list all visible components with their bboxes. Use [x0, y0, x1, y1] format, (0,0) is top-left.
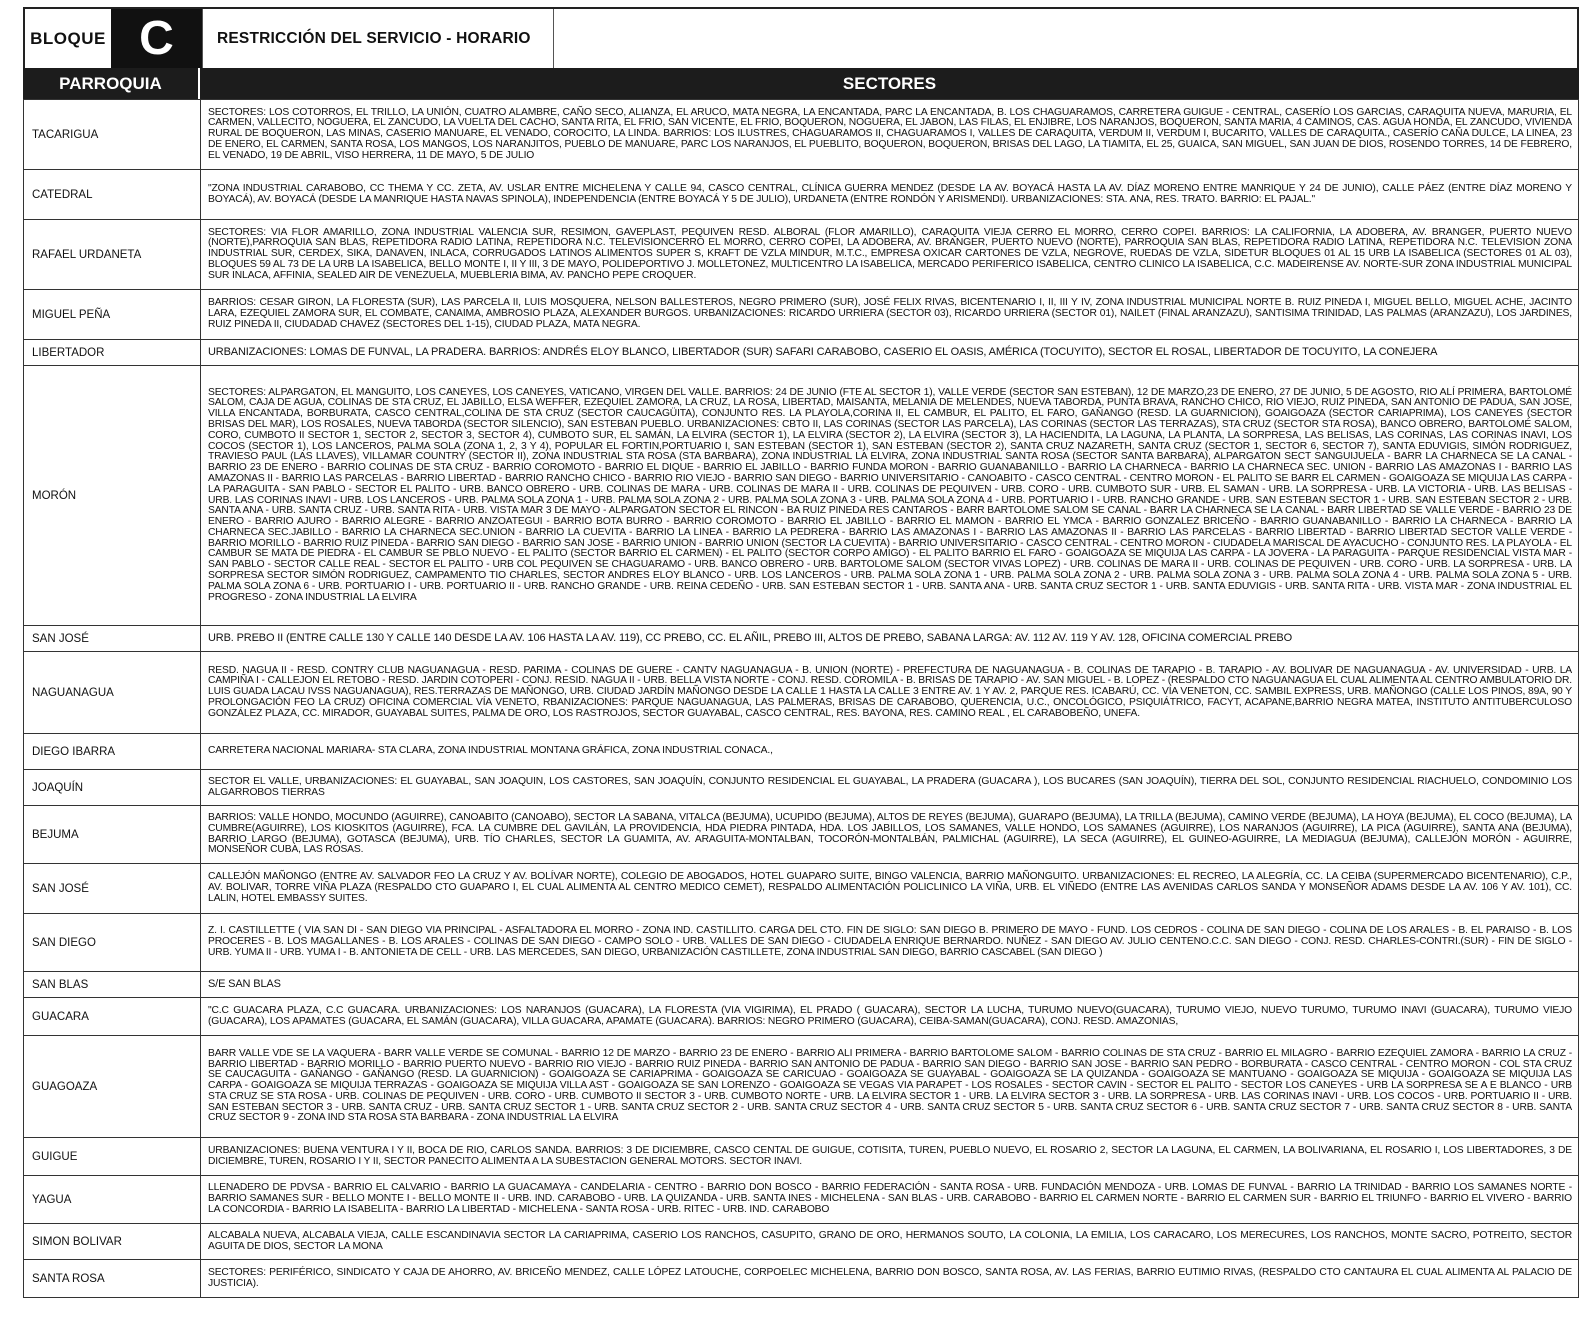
table-row — [24, 1224, 1579, 1260]
parroquia-cell: SAN JOSÉ — [24, 864, 201, 914]
header-blank-cell — [554, 9, 1577, 68]
parroquia-cell: MORÓN — [24, 366, 201, 626]
sectores-cell: Z. I. CASTILLETTE ( VIA SAN DI - SAN DIEGO VIA PRINCIPAL - ASFALTADORA EL MORRO - ZONA IND. CASTILLITO. CARGA DEL CTO. FIN DE SIGLO: SAN DIEGO B. PRIMERO DE MAYO - FUND. LOS CEDROS - COLINA DE SAN DIEGO - COLINA DE LOS ARALES - B. EL PARAISO - B. LOS PROCERES - B. LOS MAGALLANES - B. LOS ARALES - COLINAS DE SAN DIEGO - CAMPO SOLO - URB. VALLES DE SAN DIEGO - CIUDADELA ENRIQUE BERNARDO. NUÑEZ - SAN DIEGO AV. JULIO CENTENO.C.C. SAN DIEGO - CONJ. RESD. CHARLES-CONTRI.(SUR) - FIN DE SIGLO - URB. YUMA II - URB. YUMA I - B. ANTONIETA DE CELL - URB. LAS MERCEDES, SAN DIEGO, URBANIZACIÓN CASTILLETE, ZONA INDUSTRIAL SAN DIEGO, BARRIO CASCABEL (SAN DIEGO ) — [201, 914, 1579, 972]
parroquia-cell: MIGUEL PEÑA — [24, 290, 201, 340]
sectores-cell: URBANIZACIONES: LOMAS DE FUNVAL, LA PRADERA. BARRIOS: ANDRÉS ELOY BLANCO, LIBERTADOR (SUR) SAFARI CARABOBO, CASERIO EL OASIS, AMÉRICA (TOCUYITO), SECTOR EL ROSAL, LIBERTADOR DE TOCUYITO, LA CONEJERA — [201, 340, 1579, 366]
parroquia-cell: LIBERTADOR — [24, 340, 201, 366]
parroquia-cell: GUIGUE — [24, 1138, 201, 1176]
column-header-parroquia: PARROQUIA — [23, 68, 200, 99]
sectores-cell: RESD. NAGUA II - RESD. CONTRY CLUB NAGUANAGUA - RESD. PARIMA - COLINAS DE GUERE - CANTV NAGUANAGUA - B. UNION (NORTE) - PREFECTURA DE NAGUANAGUA - B. COLINAS DE TARAPIO - B. TARAPIO - AV. BOLIVAR DE NAGUANAGUA - AV. UNIVERSIDAD - URB. LA CAMPIÑA I - CALLEJON EL RETOBO - RESD. JARDIN COTOPERI - CONJ. RESID. NAGUA II - URB. BELLA VISTA NORTE - CONJ. RESD. COROMILA - B. BRISAS DE TARAPIO - AV. SAN MIGUEL - B. LOPEZ - (RESPALDO CTO NAGUANAGUA EL CUAL ALIMENTA AL CENTRO AMBULATORIO DR. LUIS GUADA LACAU IVSS NAGUANAGUA), RES.TERRAZAS DE MAÑONGO, URB. CIUDAD JARDÍN MAÑONGO DESDE LA CALLE 1 HASTA LA CALLE 3 ENTRE AV. 1 Y AV. 2, PARQUE RES. ICABARÚ, CC. VÍA VENETON, CC. SAMBIL EXPRESS, URB. MAÑONGO (CALLE LOS PINOS, 89A, 90 Y PROLONGACIÓN FEO LA CRUZ) OFICINA COMERCIAL VÍA VENETO, RBANIZACIONES: PARQUE NAGUANAGUA, LAS PALMERAS, BRISAS DE CARABOBO, QUERENCIA, U.C., ONCOLÓGICO, PSIQUIÁTRICO, FACYT, ACAPANE,BARRIO NEGRA MATEA, INSTITUTO ANTITUBERCULOSO GONZÁLEZ PLAZA, CC. MIRADOR, GUAYABAL SUITES, PALMA DE ORO, LOS RASTROJOS, SECTOR GUAYABAL, CASCO CENTRAL, RES. BAYONA, RES. CAMINO REAL , EL CARABOBEÑO, UNEFA. — [201, 652, 1579, 734]
table-row — [24, 220, 1579, 290]
parroquia-cell: GUACARA — [24, 998, 201, 1036]
sheet-title: RESTRICCIÓN DEL SERVICIO - HORARIO — [202, 9, 554, 68]
sectores-cell: URB. PREBO II (ENTRE CALLE 130 Y CALLE 140 DESDE LA AV. 106 HASTA LA AV. 119), CC PREBO, CC. EL AÑIL, PREBO III, ALTOS DE PREBO, SABANA LARGA: AV. 112 AV. 119 Y AV. 128, OFICINA COMERCIAL PREBO — [201, 626, 1579, 652]
parroquia-cell: SANTA ROSA — [24, 1260, 201, 1298]
sectores-cell: SECTORES: ALPARGATON, EL MANGUITO, LOS CANEYES, LOS CANEYES, VATICANO, VIRGEN DEL VALLE. BARRIOS: 24 DE JUNIO (FTE AL SECTOR 1), VALLE VERDE (SECTOR SAN ESTEBAN), 12 DE MARZO,23 DE ENERO, 27 DE JUNIO, 5 DE AGOSTO, RIO ALÍ PRIMERA, BARTOLOMÉ SALOM, CAJA DE AGUA, COLINAS DE STA CRUZ, EL JABILLO, ELSA WEFFER, EZEQUIEL ZAMORA, LA CRUZ, LA ROSA, LIBERTAD, MAISANTA, MELANIA DE MELENDES, NUEVA TABORDA, PUNTA BRAVA, RANCHO CHICO, RIO VIEJO, RUIZ PINEDA, SAN ANTONIO DE PADUA, SAN JOSE, VILLA ENCANTADA, BORBURATA, CASCO CENTRAL,COLINA DE STA CRUZ (SECTOR CAUCAGÜITA), CONJUNTO RES. LA PLAYOLA,CORINA II, EL CAMBUR, EL PALITO, EL FARO, GAÑANGO (RESD. LA GUARNICION), GOAIGOAZA (SECTOR CARIAPRIMA), LOS CANEYES (SECTOR BRISAS DEL MAR), LOS ROSALES, NUEVA TABORDA (SECTOR SILENCIO), SAN ESTEBAN PUEBLO. URBANIZACIONES: CBTO II, LAS CORINAS (SECTOR LAS PARCELA), LAS CORINAS (SECTOR LAS TERRAZAS), STA CRUZ (SECTOR STA ROSA), BANCO OBRERO, BARTOLOMÉ SALOM, CORO, CUMBOTO II SECTOR 1, SECTOR 2, SECTOR 3, SECTOR 4), CUMBOTO SUR, EL SAMÁN, LA ELVIRA (SECTOR 1), LA ELVIRA (SECTOR 2), LA ELVIRA (SECTOR 3), LA HACIENDITA, LA LAGUNA, LA PLANTA, LA SORPRESA, LAS BELISAS, LAS CORINAS, LAS CORINAS INAVI, LOS COCOS (SECTOR 1), LOS LANCEROS, PALMA SOLA (ZONA 1, 2, 3 Y 4), POPULAR EL FORTIN,PORTUARIO I, SAN ESTEBAN (SECTOR 1), SAN ESTEBAN (SECTOR 2), SANTA CRUZ NAZARETH, SANTA CRUZ (SECTOR 1, SECTOR 6, SECTOR 7), SANTA EDUVIGIS, SIMÓN RODRIGUEZ, TRAVIESO PAUL (LAS LLAVES), VILLAMAR COUNTRY (SECTOR II), ZONA INDUSTRIAL STA ROSA (STA BARBARA), ZONA INDUSTRIAL LA ELVIRA, ZONA INDUSTRIAL SANTA ROSA (SECTOR SANTA BARBARA), ALPARGATON SECT SANGUIJUELA - BARR LA CHARNECA SE LA CANAL - BARRIO 23 DE ENERO - BARRIO COLINAS DE STA CRUZ - BARRIO COROMOTO - BARRIO EL DIQUE - BARRIO EL JABILLO - BARRIO FUNDA MORON - BARRIO GUANABANILLO - BARRIO LA CHARNECA - BARRIO LA CHARNECA SEC. UNION - BARRIO LAS AMAZONAS I - BARRIO LAS AMAZONAS II - BARRIO LAS PARCELAS - BARRIO LIBERTAD - BARRIO RANCHO CHICO - BARRIO RIO VIEJO - BARRIO SAN DIEGO - BARRIO UNIVERSITARIO - CANOABITO - CASCO CENTRAL - CENTRO MORON - EL PALITO SE BARR EL CARMEN - GOAIGOAZA SE MIQUIJA LAS CARPA - LA PARAGUITA - SAN PABLO - SECTOR EL PALITO - URB. BANCO OBRERO - URB. COLINAS DE MARA - URB. COLINAS DE MARA II - URB. COLINAS DE PEQUIVEN - URB. CORO - URB. CUMBOTO SUR - URB. EL SAMAN - URB. LA SORPRESA - URB. LA VICTORIA - URB. LAS BELISAS - URB. LAS CORINAS INAVI - URB. LOS LANCEROS - URB. PALMA SOLA ZONA 1 - URB. PALMA SOLA ZONA 2 - URB. PALMA SOLA ZONA 3 - URB. PALMA SOLA ZONA 4 - URB. PORTUARIO I - URB. RANCHO GRANDE - URB. SAN ESTEBAN SECTOR 1 - URB. SAN ESTEBAN SECTOR 2 - URB. SANTA ANA - URB. SANTA CRUZ - URB. SANTA RITA - URB. VISTA MAR 3 DE MAYO - ALPARGATON SECTOR EL RINCON - BA RUIZ PINEDA RES CANTAROS - BARR BARTOLOME SALOM SE CANAL - BARR LA CHARNECA SE LA CANAL - BARR LIBERTAD SE VALLE VERDE - BARRIO 23 DE ENERO - BARRIO AJURO - BARRIO ALEGRE - BARRIO ANZOATEGUI - BARRIO BOTA BURRO - BARRIO COROMOTO - BARRIO EL JABILLO - BARRIO EL MAMON - BARRIO EL YMCA - BARRIO GONZALEZ BRICEÑO - BARRIO GUANABANILLO - BARRIO LA CHARNECA - BARRIO LA CHARNECA SEC.JABILLO - BARRIO LA CHARNECA SEC.UNION - BARRIO LA CUEVITA - BARRIO LA LINEA - BARRIO LA PEDRERA - BARRIO LAS AMAZONAS I - BARRIO LAS AMAZONAS II - BARRIO LAS PARCELAS - BARRIO LIBERTAD - BARRIO LIBERTAD SECTOR VALLE VERDE - BARRIO MORILLO - BARRIO RUIZ PINEDA - BARRIO SAN DIEGO - BARRIO SAN JOSE - BARRIO UNION - BARRIO UNION (SECTOR LA CUEVITA) - BARRIO UNIVERSITARIO - CASCO CENTRAL - CENTRO MORON - CIUDADELA MARISCAL DE AYACUCHO - CONJUNTO RES. LA PLAYOLA - EL CAMBUR SE MATA DE PIEDRA - EL CAMBUR SE PBLO NUEVO - EL PALITO (SECTOR BARRIO EL CARMEN) - EL PALITO (SECTOR CORPO AMIGO) - EL PALITO BARRIO EL FARO - GOAIGOAZA SE MIQUIJA LAS CARPA - LA JOVERA - LA PARAGUITA - PARQUE RESIDENCIAL VISTA MAR - SAN PABLO - SECTOR CALLE REAL - SECTOR EL PALITO - URB COL PEQUIVEN SE CHAGUARAMO - URB. BANCO OBRERO - URB. BARTOLOME SALOM (SECTOR VIVAS LOPEZ) - URB. COLINAS DE MARA II - URB. COLINAS DE PEQUIVEN - URB. CORO - URB. LA SORPRESA - URB. LA SORPRESA SECTOR SIMÓN RODRIGUEZ, CAMPAMENTO TIO CHARLES, SECTOR ANDRES ELOY BLANCO - URB. LOS LANCEROS - URB. PALMA SOLA ZONA 1 - URB. PALMA SOLA ZONA 2 - URB. PALMA SOLA ZONA 3 - URB. PALMA SOLA ZONA 4 - URB. PALMA SOLA ZONA 5 - URB. PALMA SOLA ZONA 6 - URB. PORTUARIO I - URB. PORTUARIO II - URB. RANCHO GRANDE - URB. REINA CEDEÑO - URB. SAN ESTEBAN SECTOR 1 - URB. SANTA ANA - URB. SANTA CRUZ SECTOR 1 - URB. SANTA EDUVIGIS - URB. SANTA RITA - URB. VISTA MAR - ZONA INDUSTRIAL EL PROGRESO - ZONA INDUSTRIAL LA ELVIRA — [201, 366, 1579, 626]
table-row — [24, 864, 1579, 914]
parroquia-cell: BEJUMA — [24, 806, 201, 864]
parroquia-cell: YAGUA — [24, 1176, 201, 1224]
table-row — [24, 652, 1579, 734]
sectores-cell: SECTORES: VIA FLOR AMARILLO, ZONA INDUSTRIAL VALENCIA SUR, RESIMON, GAVEPLAST, PEQUIVEN RESD. ALBORAL (FLOR AMARILLO), CARAQUITA VIEJA CERRO EL MORRO, CERRO COPEI. BARRIOS: LA CALIFORNIA, LA ADOBERA, AV. BRANGER, PUERTO NUEVO (NORTE),PARROQUIA SAN BLAS, REPETIDORA RADIO LATINA, REPETIDORA N.C. TELEVISIONCERRO EL MORRO, CERRO COPEI, LA ADOBERA, AV. BRANGER, PUERTO NUEVO (NORTE), PARROQUIA SAN BLAS, REPETIDORA RADIO LATINA, REPETIDORA N.C. TELEVISION ZONA INDUSTRIAL SUR, CERDEX, SIKA, DANAVEN, INLACA, CORRUGADOS LATINOS ALIMENTOS SUPER S, KRAFT DE VZLA MINDUR, M.T.C., EMPRESA OXICAR CARTONES DE VZLA, NEGROVE, RUEDAS DE VZLA, SIDETUR BLOQUES 01 AL 15 URB LA ISABELICA (SECTORES 01 AL 03), BLOQUES 59 AL 73 DE LA URB LA ISABELICA, BELLO MONTE I, II Y III, 3 DE MAYO, POLIDEPORTIVO J. MOLLETONEZ, MULTICENTRO LA ISABELICA, MERCADO PERIFERICO ISABELICA, CENTRO CLINICO LA ISABELICA, C.C. MADEIRENSE AV. NORTE-SUR ZONA INDUSTRIAL MUNICIPAL SUR INLACA, AFFINIA, SEALED AIR DE VENEZUELA, MUEBLERIA BIMA, AV. PANCHO PEPE CROQUER. — [201, 220, 1579, 290]
sectores-cell: ALCABALA NUEVA, ALCABALA VIEJA, CALLE ESCANDINAVIA SECTOR LA CARIAPRIMA, CASERIO LOS RANCHOS, CASUPITO, GRANO DE ORO, HERMANOS SOUTO, LA COLONIA, LA EMILIA, LOS CARACARO, LOS MERECURES, LOS RANCHOS, MONTE SACRO, POTREITO, SECTOR AGUITA DE DIOS, SECTOR LA MONA — [201, 1224, 1579, 1260]
table-row — [24, 734, 1579, 770]
sectors-table — [23, 99, 1579, 1298]
sectors-table-body — [24, 100, 1579, 1298]
parroquia-cell: TACARIGUA — [24, 100, 201, 170]
table-row — [24, 1260, 1579, 1298]
parroquia-cell: GUAGOAZA — [24, 1036, 201, 1138]
sectores-cell: "ZONA INDUSTRIAL CARABOBO, CC THEMA Y CC. ZETA, AV. USLAR ENTRE MICHELENA Y CALLE 94, CASCO CENTRAL, CLÍNICA GUERRA MENDEZ (DESDE LA AV. BOYACÁ HASTA LA AV. DÍAZ MORENO ENTRE MANRIQUE Y 24 DE JUNIO), CALLE PÁEZ (ENTRE DÍAZ MORENO Y BOYACÁ), AV. BOYACÁ (DESDE LA MANRIQUE HASTA NAVAS SPINOLA), INDEPENDENCIA (ENTRE BOYACÁ Y 5 DE JULIO), URDANETA (ENTRE RONDÓN Y ARISMENDI). URBANIZACIONES: STA. ANA, RES. TRATO. BARRIO: EL PAJAL." — [201, 170, 1579, 220]
table-row — [24, 806, 1579, 864]
parroquia-cell: SIMON BOLIVAR — [24, 1224, 201, 1260]
parroquia-cell: JOAQUÍN — [24, 770, 201, 806]
restriction-sheet — [23, 7, 1579, 1298]
sectores-cell: SECTORES: PERIFÉRICO, SINDICATO Y CAJA DE AHORRO, AV. BRICEÑO MENDEZ, CALLE LÓPEZ LATOUCHE, CORPOELEC MICHELENA, BARRIO DON BOSCO, SANTA ROSA, AV. LAS FERIAS, BARRIO EUTIMIO RIVAS, (RESPALDO CTO CANTAURA EL CUAL ALIMENTA AL PALACIO DE JUSTICIA). — [201, 1260, 1579, 1298]
sectores-cell: SECTORES: LOS COTORROS, EL TRILLO, LA UNIÓN, CUATRO ALAMBRE, CAÑO SECO, ALIANZA, EL ARUCO, MATA NEGRA, LA ENCANTADA, PARC LA ENCANTADA, B. LOS CHAGUARAMOS, CARRETERA GUIGUE - CENTRAL, CASERÍO LOS GARCIAS, CARAQUITA NUEVA, MARURIA, EL CARMEN, VALLECITO, NOGUERA, EL ZANCUDO, LA VUELTA DEL CACHO, SANTA RITA, EL FRIO, SAN VICENTE, EL FRIO, BOQUERON, NOGUERA, EL JABON, LAS FILAS, EL ENJIBRE, LOS NARANJOS, BOQUERON, SANTA MARIA, 4 CAMINOS, CAS. AGUA HONDA, EL ZANCUDO, VIVIENDA RURAL DE BOQUERON, LAS MINAS, CASERIO MANUARE, EL VENADO, COROCITO, LA LINDA. BARRIOS: LOS ILUSTRES, CHAGUARAMOS II, CHAGUARAMOS I, VALLES DE CARAQUITA, VERDUM II, VERDUM I, BUCARITO, VALLES DE CARAQUITA., CASERÍO CAÑA DULCE, LA LINEA, 23 DE ENERO, EL CARMEN, SANTA ROSA, LOS MANGOS, LOS NARANJITOS, PUEBLO DE MANUARE, PARC LOS NARANJOS, EL PUEBLITO, BOQUERON, BOQUERON, BRISAS DEL LAGO, LA TIAMITA, EL 25, GUAICA, SAN MIGUEL, SAN JUAN DE DIOS, ROSENDO TORRES, 14 DE FEBRERO, EL VENADO, 19 DE ABRIL, VISO HERRERA, 11 DE MAYO, 5 DE JULIO — [201, 100, 1579, 170]
sectores-cell: BARR VALLE VDE SE LA VAQUERA - BARR VALLE VERDE SE COMUNAL - BARRIO 12 DE MARZO - BARRIO 23 DE ENERO - BARRIO ALI PRIMERA - BARRIO BARTOLOME SALOM - BARRIO COLINAS DE STA CRUZ - BARRIO EL MILAGRO - BARRIO EZEQUIEL ZAMORA - BARRIO LA CRUZ - BARRIO LIBERTAD - BARRIO MORILLO - BARRIO PUERTO NUEVO - BARRIO RIO VIEJO - BARRIO RUIZ PINEDA - BARRIO SAN ANTONIO DE PADUA - BARRIO SAN DIEGO - BARRIO SAN JOSE - BARRIO SAN PEDRO - BORBURATA - CASCO CENTRAL - CENTRO MORON - COL STA CRUZ SE CAUCAGUITA - GAÑANGO - GAÑANGO (RESD. LA GUARNICION) - GOAIGOAZA SE CARIAPRIMA - GOAIGOAZA SE CARICUAO - GOAIGOAZA SE GUAYABAL - GOAIGOAZA SE LA QUIZANDA - GOAIGOAZA SE MANTUANO - GOAIGOAZA SE MIQUIJA - GOAIGOAZA SE MIQUIJA LAS CARPA - GOAIGOAZA SE MIQUIJA TERRAZAS - GOAIGOAZA SE MIQUIJA VILLA AST - GOAIGOAZA SE SAN LORENZO - GOAIGOAZA SE VEGAS VIA PARAPET - LOS ROSALES - SECTOR CAVIN - SECTOR EL PALITO - SECTOR LOS CANEYES - URB LA SORPRESA SE A E BLANCO - URB STA CRUZ SE STA ROSA - URB. COLINAS DE PEQUIVEN - URB. CORO - URB. CUMBOTO II SECTOR 3 - URB. CUMBOTO NORTE - URB. LA ELVIRA SECTOR 1 - URB. LA ELVIRA SECTOR 3 - URB. LA SORPRESA - URB. LAS CORINAS INAVI - URB. LOS COCOS - URB. PORTUARIO II - URB. SAN ESTEBAN SECTOR 3 - URB. SANTA CRUZ - URB. SANTA CRUZ SECTOR 1 - URB. SANTA CRUZ SECTOR 2 - URB. SANTA CRUZ SECTOR 4 - URB. SANTA CRUZ SECTOR 5 - URB. SANTA CRUZ SECTOR 6 - URB. SANTA CRUZ SECTOR 7 - URB. SANTA CRUZ SECTOR 8 - URB. SANTA CRUZ SECTOR 9 - ZONA IND STA ROSA STA BARBARA - ZONA INDUSTRIAL LA ELVIRA — [201, 1036, 1579, 1138]
parroquia-cell: NAGUANAGUA — [24, 652, 201, 734]
table-row — [24, 972, 1579, 998]
parroquia-cell: SAN JOSÉ — [24, 626, 201, 652]
table-row — [24, 290, 1579, 340]
sheet-header — [23, 7, 1579, 68]
sectores-cell: "C.C GUACARA PLAZA, C.C GUACARA. URBANIZACIONES: LOS NARANJOS (GUACARA), LA FLORESTA (VIA VIGIRIMA), EL PRADO ( GUACARA), SECTOR LA LUCHA, TURUMO NUEVO(GUACARA), TURUMO VIEJO, NUEVO TURUMO, TURUMO INAVI (GUACARA), TURUMO VIEJO (GUACARA), LOS APAMATES (GUACARA, EL SAMÁN (GUACARA), VILLA GUACARA, APAMATE (GUACARA). BARRIOS: NEGRO PRIMERO (GUACARA), CEIBA-SAMAN(GUACARA), CONJ. RESD. AMAZONIAS, — [201, 998, 1579, 1036]
sectores-cell: S/E SAN BLAS — [201, 972, 1579, 998]
table-row — [24, 770, 1579, 806]
sectores-cell: CARRETERA NACIONAL MARIARA- STA CLARA, ZONA INDUSTRIAL MONTANA GRÁFICA, ZONA INDUSTRIAL CONACA., — [201, 734, 1579, 770]
table-row — [24, 1138, 1579, 1176]
sectores-cell: LLENADERO DE PDVSA - BARRIO EL CALVARIO - BARRIO LA GUACAMAYA - CANDELARIA - CENTRO - BARRIO DON BOSCO - BARRIO FEDERACIÓN - SANTA ROSA - URB. FUNDACIÓN MENDOZA - URB. LOMAS DE FUNVAL - BARRIO LA TRINIDAD - BARRIO LOS SAMANES NORTE - BARRIO SAMANES SUR - BELLO MONTE I - BELLO MONTE II - URB. IND. CARABOBO - URB. LA QUIZANDA - URB. SANTA INES - MICHELENA - SAN BLAS - URB. CARABOBO - BARRIO EL CARMEN NORTE - BARRIO EL CARMEN SUR - BARRIO EL TRIUNFO - BARRIO EL VIVERO - BARRIO LA CONCORDIA - BARRIO LA ISABELITA - BARRIO LA LIBERTAD - MICHELENA - SANTA ROSA - URB. RITEC - URB. IND. CARABOBO — [201, 1176, 1579, 1224]
table-row — [24, 170, 1579, 220]
sectores-cell: URBANIZACIONES: BUENA VENTURA I Y II, BOCA DE RIO, CARLOS SANDA. BARRIOS: 3 DE DICIEMBRE, CASCO CENTAL DE GUIGUE, COTISITA, TUREN, PUEBLO NUEVO, EL ROSARIO 2, SECTOR LA LAGUNA, EL CARMEN, LA BOLIVARIANA, EL ROSARIO I, LOS LIBERTADORES, 3 DE DICIEMBRE, TUREN, ROSARIO I Y II, SECTOR PANECITO ALIMENTA A LA SUBESTACION GENERAL MOTORS. SECTOR INAVI. — [201, 1138, 1579, 1176]
table-row — [24, 366, 1579, 626]
parroquia-cell: SAN BLAS — [24, 972, 201, 998]
column-header-sectores: SECTORES — [842, 73, 937, 93]
bloque-letter-badge: C — [111, 9, 202, 68]
table-row — [24, 998, 1579, 1036]
table-row — [24, 100, 1579, 170]
column-header-bar — [23, 68, 1579, 99]
sectores-cell: BARRIOS: CESAR GIRON, LA FLORESTA (SUR), LAS PARCELA II, LUIS MOSQUERA, NELSON BALLESTEROS, NEGRO PRIMERO (SUR), JOSÉ FELIX RIVAS, BICENTENARIO I, II, III Y IV, ZONA INDUSTRIAL MUNICIPAL NORTE B. RUIZ PINEDA I, MIGUEL BELLO, MIGUEL ACHE, JACINTO LARA, EZEQUIEL ZAMORA SUR, EL COMBATE, CANAIMA, AMBROSIO PLAZA, ALEXANDER BURGOS. URBANIZACIONES: RICARDO URRIERA (SECTOR 03), RICARDO URRIERA (SECTOR 01), NAILET (FINAL ARANZAZU), SANTISIMA TRINIDAD, LAS PALMAS (ARANZAZU), LOS JARDINES, RUIZ PINEDA II, CIUDADAD CHAVEZ (SECTORES DEL 1-15), CIUDAD PLAZA, MATA NEGRA. — [201, 290, 1579, 340]
bloque-label: BLOQUE — [30, 28, 106, 48]
table-row — [24, 626, 1579, 652]
table-row — [24, 914, 1579, 972]
sectores-cell: SECTOR EL VALLE, URBANIZACIONES: EL GUAYABAL, SAN JOAQUIN, LOS CASTORES, SAN JOAQUÍN, CONJUNTO RESIDENCIAL EL GUAYABAL, LA PRADERA (GUACARA ), LOS BUCARES (SAN JOAQUÍN), TIERRA DEL SOL, CONJUNTO RESIDENCIAL RIACHUELO, CONDOMINIO LOS ALGARROBOS TIERRAS — [201, 770, 1579, 806]
sectores-cell: CALLEJÓN MAÑONGO (ENTRE AV. SALVADOR FEO LA CRUZ Y AV. BOLÍVAR NORTE), COLEGIO DE ABOGADOS, HOTEL GUAPARO SUITE, BINGO VALENCIA, BARRIO MAÑONGUITO. URBANIZACIONES: EL RECREO, LA ALEGRÍA, CC. LA CEIBA (SUPERMERCADO BICENTENARIO), C.P., AV. BOLIVAR, TORRE VIÑA PLAZA (RESPALDO CTO GUAPARO I, EL CUAL ALIMENTA AL CENTRO MEDICO CEMET), RESPALDO ALIMENTACIÓN POLICLINICO LA VIÑA, URB. EL VIÑEDO (ENTRE LAS AVENIDAS CARLOS SANDA Y MONSEÑOR ADAMS DESDE LA AV. 106 Y AV. 101), CC. LALIN, HOTEL EMBASSY SUITES. — [201, 864, 1579, 914]
table-row — [24, 340, 1579, 366]
table-row — [24, 1036, 1579, 1138]
table-row — [24, 1176, 1579, 1224]
parroquia-cell: SAN DIEGO — [24, 914, 201, 972]
parroquia-cell: CATEDRAL — [24, 170, 201, 220]
parroquia-cell: RAFAEL URDANETA — [24, 220, 201, 290]
parroquia-cell: DIEGO IBARRA — [24, 734, 201, 770]
sectores-cell: BARRIOS: VALLE HONDO, MOCUNDO (AGUIRRE), CANOABITO (CANOABO), SECTOR LA SABANA, VITALCA (BEJUMA), UCUPIDO (BEJUMA), ALTOS DE REYES (BEJUMA), GUARAPO (BEJUMA), LA TRILLA (BEJUMA), CAMINO VERDE (BEJUMA), LA HOYA (BEJUMA), EL COCO (BEJUMA), LA CUMBRE(AGUIRRE), LOS KIOSKITOS (AGUIRRE), FCA. LA CUMBRE DEL GAVILÁN, LA PROVIDENCIA, HDA PIEDRA PINTADA, HDA. LOS JABILLOS, LOS SAMANES, VALLE HONDO, LOS SAMANES (AGUIRRE), LOS NARANJOS (AGUIRRE), LA PICA (AGUIRRE), SANTA ANA (BEJUMA), BARRIO LARGO (BEJUMA), GOTASCA (BEJUMA), URB. TÍO CHARLES, SECTOR LA GUAMITA, AV. ARAGUITA-MONTALBAN, TOCORÓN-MONTALBÁN, PALMICHAL (AGUIRRE), LA SECA (AGUIRRE), EL GUINEO-AGUIRRE, LA MEDIAGUA (BEJUMA), CALLEJÓN MORÓN - AGUIRRE, MONSEÑOR CUBA, LAS ROSAS. — [201, 806, 1579, 864]
